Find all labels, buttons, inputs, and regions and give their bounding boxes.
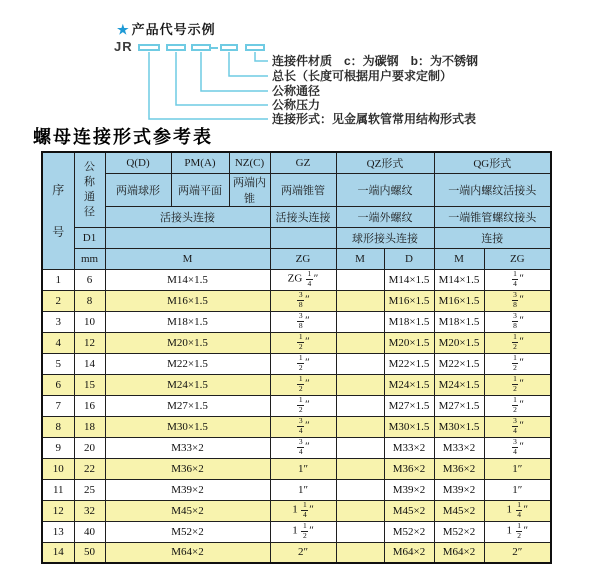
- cell-dn: 22: [74, 458, 105, 479]
- cell-gz: 1 $\frac{1}{4}$ ″: [270, 500, 336, 521]
- cell-gz: $\frac{1}{2}$ ″: [270, 395, 336, 416]
- cell-seq: 11: [42, 479, 74, 500]
- header-pm-desc: 两端平面: [171, 173, 229, 206]
- cell-qz-m: [336, 269, 384, 290]
- cell-dn: 18: [74, 416, 105, 437]
- diagram-label-material: 连接件材质 c：为碳钢 b：为不锈钢: [272, 54, 479, 68]
- cell-qg-m: M36×2: [434, 458, 484, 479]
- nut-connection-table: [41, 151, 552, 564]
- cell-gz: $\frac{1}{2}$ ″: [270, 353, 336, 374]
- cell-qg-zg: $\frac{1}{4}$ ″: [484, 269, 551, 290]
- cell-gz: $\frac{3}{8}$ ″: [270, 311, 336, 332]
- table-row: [42, 395, 551, 416]
- header-seq: 序号: [42, 152, 74, 269]
- cell-qz-m: [336, 395, 384, 416]
- cell-dn: 50: [74, 542, 105, 563]
- cell-qg-m: M30×1.5: [434, 416, 484, 437]
- cell-gz: 1″: [270, 479, 336, 500]
- cell-seq: 6: [42, 374, 74, 395]
- cell-qg-zg: $\frac{3}{8}$ ″: [484, 311, 551, 332]
- cell-qz-m: [336, 311, 384, 332]
- cell-qz-d: M45×2: [384, 500, 434, 521]
- header-col-qg: QG形式: [434, 152, 551, 173]
- table-row: [42, 353, 551, 374]
- cell-qz-d: M27×1.5: [384, 395, 434, 416]
- cell-m: M45×2: [105, 500, 270, 521]
- table-row: [42, 416, 551, 437]
- cell-seq: 9: [42, 437, 74, 458]
- cell-qz-d: M18×1.5: [384, 311, 434, 332]
- cell-qg-m: M33×2: [434, 437, 484, 458]
- header-mm: mm: [74, 248, 105, 269]
- cell-qz-m: [336, 500, 384, 521]
- cell-qg-zg: $\frac{3}{4}$ ″: [484, 416, 551, 437]
- cell-qz-d: M52×2: [384, 521, 434, 542]
- cell-qz-m: [336, 542, 384, 563]
- header-col-q: Q(D): [105, 152, 171, 173]
- diagram-label-length: 总长（长度可根据用户要求定制）: [272, 69, 453, 83]
- cell-gz: 1 $\frac{1}{2}$ ″: [270, 521, 336, 542]
- cell-qg-m: M16×1.5: [434, 290, 484, 311]
- cell-qg-m: M18×1.5: [434, 311, 484, 332]
- cell-qg-zg: 2″: [484, 542, 551, 563]
- cell-qg-zg: $\frac{1}{2}$ ″: [484, 374, 551, 395]
- cell-dn: 16: [74, 395, 105, 416]
- header-q-desc: 两端球形: [105, 173, 171, 206]
- header-nz-desc: 两端内锥: [229, 173, 270, 206]
- cell-seq: 5: [42, 353, 74, 374]
- cell-gz: 2″: [270, 542, 336, 563]
- cell-qz-m: [336, 521, 384, 542]
- cell-m: M22×1.5: [105, 353, 270, 374]
- cell-qz-d: M33×2: [384, 437, 434, 458]
- cell-gz: $\frac{1}{2}$ ″: [270, 332, 336, 353]
- cell-dn: 32: [74, 500, 105, 521]
- header-col-pm: PM(A): [171, 152, 229, 173]
- cell-dn: 12: [74, 332, 105, 353]
- table-row: [42, 269, 551, 290]
- table-header: [42, 152, 551, 269]
- diagram-label-diameter: 公称通径: [272, 84, 321, 98]
- table-row: [42, 458, 551, 479]
- cell-gz: $\frac{3}{8}$ ″: [270, 290, 336, 311]
- cell-qz-d: M14×1.5: [384, 269, 434, 290]
- cell-qz-m: [336, 458, 384, 479]
- cell-qg-zg: $\frac{1}{2}$ ″: [484, 395, 551, 416]
- cell-seq: 2: [42, 290, 74, 311]
- table-row: [42, 332, 551, 353]
- cell-qz-m: [336, 332, 384, 353]
- cell-qg-m: M27×1.5: [434, 395, 484, 416]
- cell-qz-d: M22×1.5: [384, 353, 434, 374]
- header-qz-d-label: D: [384, 248, 434, 269]
- cell-m: M52×2: [105, 521, 270, 542]
- cell-dn: 10: [74, 311, 105, 332]
- header-m-label: M: [105, 248, 270, 269]
- header-qg-conn: 连接: [434, 227, 551, 248]
- header-qz-m-label: M: [336, 248, 384, 269]
- header-qg-zg-label: ZG: [484, 248, 551, 269]
- cell-seq: 10: [42, 458, 74, 479]
- header-qg-m-label: M: [434, 248, 484, 269]
- table-row: [42, 500, 551, 521]
- cell-m: M20×1.5: [105, 332, 270, 353]
- header-col-gz: GZ: [270, 152, 336, 173]
- cell-qz-d: M16×1.5: [384, 290, 434, 311]
- cell-m: M33×2: [105, 437, 270, 458]
- header-col-qz: QZ形式: [336, 152, 434, 173]
- table-row: [42, 311, 551, 332]
- cell-m: M18×1.5: [105, 311, 270, 332]
- cell-seq: 3: [42, 311, 74, 332]
- cell-qz-d: M20×1.5: [384, 332, 434, 353]
- cell-qg-m: M20×1.5: [434, 332, 484, 353]
- table-row: [42, 437, 551, 458]
- cell-qg-zg: 1″: [484, 458, 551, 479]
- table-row: [42, 521, 551, 542]
- cell-gz: ZG $\frac{1}{4}$ ″: [270, 269, 336, 290]
- cell-seq: 14: [42, 542, 74, 563]
- header-zg-label: ZG: [270, 248, 336, 269]
- cell-qg-m: M14×1.5: [434, 269, 484, 290]
- cell-qz-m: [336, 290, 384, 311]
- header-dn: 公称通径: [74, 152, 105, 227]
- cell-seq: 1: [42, 269, 74, 290]
- cell-qg-m: M52×2: [434, 521, 484, 542]
- cell-qz-d: M36×2: [384, 458, 434, 479]
- cell-seq: 7: [42, 395, 74, 416]
- cell-qz-d: M24×1.5: [384, 374, 434, 395]
- cell-seq: 12: [42, 500, 74, 521]
- cell-m: M16×1.5: [105, 290, 270, 311]
- cell-seq: 8: [42, 416, 74, 437]
- header-gz-desc: 两端锥管: [270, 173, 336, 206]
- cell-dn: 20: [74, 437, 105, 458]
- cell-dn: 40: [74, 521, 105, 542]
- cell-qg-m: M22×1.5: [434, 353, 484, 374]
- cell-dn: 15: [74, 374, 105, 395]
- header-qz-conn: 球形接头连接: [336, 227, 434, 248]
- table-row: [42, 479, 551, 500]
- table-row: [42, 374, 551, 395]
- cell-m: M64×2: [105, 542, 270, 563]
- cell-m: M27×1.5: [105, 395, 270, 416]
- cell-qz-m: [336, 353, 384, 374]
- cell-qg-m: M45×2: [434, 500, 484, 521]
- diagram-heading-text: 产品代号示例: [131, 22, 216, 37]
- cell-qz-m: [336, 437, 384, 458]
- header-qz-desc1: 一端内螺纹: [336, 173, 434, 206]
- cell-qg-zg: $\frac{3}{8}$ ″: [484, 290, 551, 311]
- cell-qz-d: M30×1.5: [384, 416, 434, 437]
- header-blank-gz: [270, 227, 336, 248]
- table-body: [42, 269, 551, 563]
- table-row: [42, 290, 551, 311]
- cell-dn: 25: [74, 479, 105, 500]
- cell-dn: 14: [74, 353, 105, 374]
- cell-seq: 4: [42, 332, 74, 353]
- cell-qg-zg: 1 $\frac{1}{4}$ ″: [484, 500, 551, 521]
- table-title: 螺母连接形式参考表: [33, 127, 213, 148]
- star-icon: ★: [117, 22, 130, 37]
- cell-qg-zg: 1″: [484, 479, 551, 500]
- diagram-label-connection: 连接形式：见金属软管常用结构形式表: [272, 112, 477, 126]
- cell-qg-m: M64×2: [434, 542, 484, 563]
- header-qg-desc1: 一端内螺纹活接头: [434, 173, 551, 206]
- cell-qz-m: [336, 479, 384, 500]
- cell-dn: 8: [74, 290, 105, 311]
- cell-gz: $\frac{3}{4}$ ″: [270, 416, 336, 437]
- cell-qg-zg: $\frac{1}{2}$ ″: [484, 332, 551, 353]
- cell-seq: 13: [42, 521, 74, 542]
- cell-qg-zg: $\frac{1}{2}$ ″: [484, 353, 551, 374]
- code-prefix: JR: [114, 39, 133, 54]
- header-gz-conn: 活接头连接: [270, 206, 336, 227]
- cell-m: M39×2: [105, 479, 270, 500]
- cell-qz-d: M64×2: [384, 542, 434, 563]
- cell-qg-zg: 1 $\frac{1}{2}$ ″: [484, 521, 551, 542]
- header-qg-desc2: 一端锥管螺纹接头: [434, 206, 551, 227]
- cell-gz: 1″: [270, 458, 336, 479]
- header-union-conn: 活接头连接: [105, 206, 270, 227]
- diagram-label-pressure: 公称压力: [272, 98, 321, 112]
- cell-m: M24×1.5: [105, 374, 270, 395]
- cell-qz-m: [336, 374, 384, 395]
- header-blank-left: [105, 227, 270, 248]
- header-d1: D1: [74, 227, 105, 248]
- cell-qz-d: M39×2: [384, 479, 434, 500]
- cell-m: M30×1.5: [105, 416, 270, 437]
- cell-qg-m: M39×2: [434, 479, 484, 500]
- cell-dn: 6: [74, 269, 105, 290]
- cell-gz: $\frac{1}{2}$ ″: [270, 374, 336, 395]
- table-row: [42, 542, 551, 563]
- header-col-nz: NZ(C): [229, 152, 270, 173]
- cell-m: M36×2: [105, 458, 270, 479]
- cell-qg-m: M24×1.5: [434, 374, 484, 395]
- cell-gz: $\frac{3}{4}$ ″: [270, 437, 336, 458]
- header-qz-desc2: 一端外螺纹: [336, 206, 434, 227]
- cell-qg-zg: $\frac{3}{4}$ ″: [484, 437, 551, 458]
- cell-m: M14×1.5: [105, 269, 270, 290]
- cell-qz-m: [336, 416, 384, 437]
